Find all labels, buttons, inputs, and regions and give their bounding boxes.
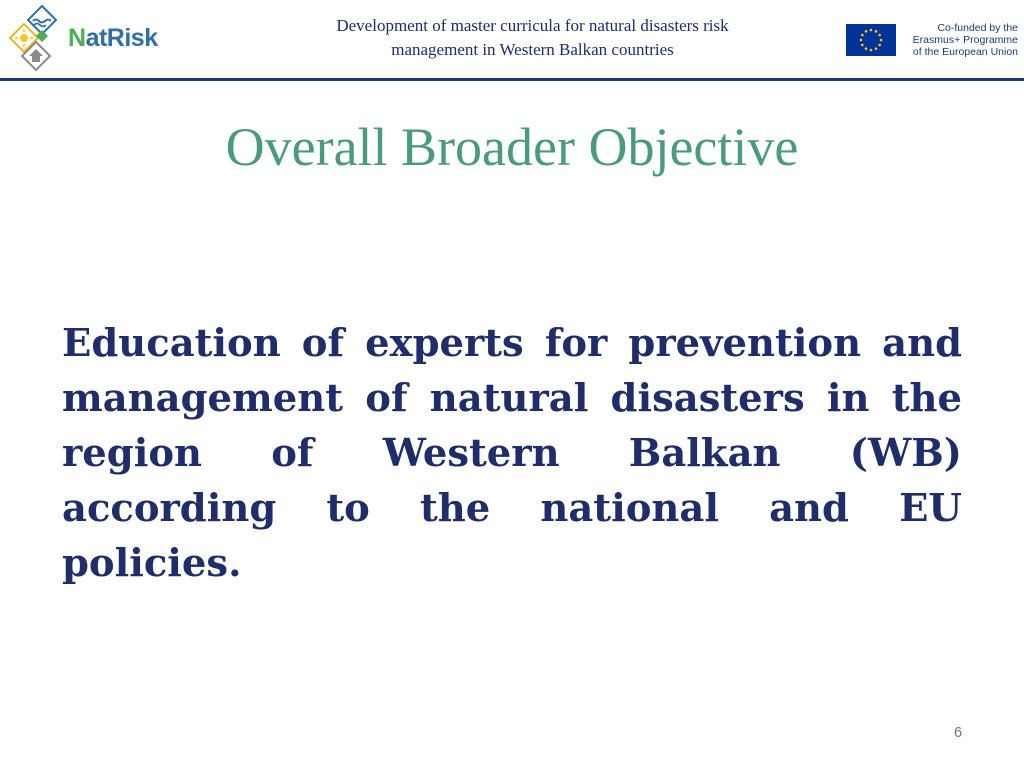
eu-star-icon [860,39,863,42]
eu-star-icon [865,47,868,50]
eu-star-icon [875,47,878,50]
natrisk-logo-text [68,26,158,51]
eu-star-icon [878,44,881,47]
project-title-line-1: Development of master curricula for natural disasters risk [336,16,729,35]
eu-star-icon [861,34,864,37]
slide-title: Overall Broader Objective [225,117,799,177]
erasmus-cofunding-label [900,22,1018,58]
natrisk-diamond-logo-icon [6,4,66,72]
eu-flag-icon [846,24,896,56]
slide-header [0,0,1024,78]
logo-text-rest: atRisk [85,24,158,52]
eu-star-icon [870,29,873,32]
project-title-line-2: management in Western Balkan countries [391,40,674,59]
eu-text-line-3: of the European Union [912,46,1018,58]
eu-star-icon [878,34,881,37]
eu-star-icon [880,39,883,42]
project-title [250,14,815,62]
eu-text-line-1: Co-funded by the [937,22,1018,34]
eu-star-icon [870,49,873,52]
page-number: 6 [953,724,963,741]
natrisk-logo [6,4,176,72]
eu-star-icon [861,44,864,47]
header-divider [0,78,1024,81]
eu-star-icon [865,30,868,33]
slide-body-text: Education of experts for prevention and management of natural disasters in the region of Western Balkan (WB) according to the national and EU policies. [62,321,962,586]
eu-text-line-2: Erasmus+ Programme [912,34,1018,46]
logo-letter-n: N [68,24,86,52]
eu-star-icon [875,30,878,33]
